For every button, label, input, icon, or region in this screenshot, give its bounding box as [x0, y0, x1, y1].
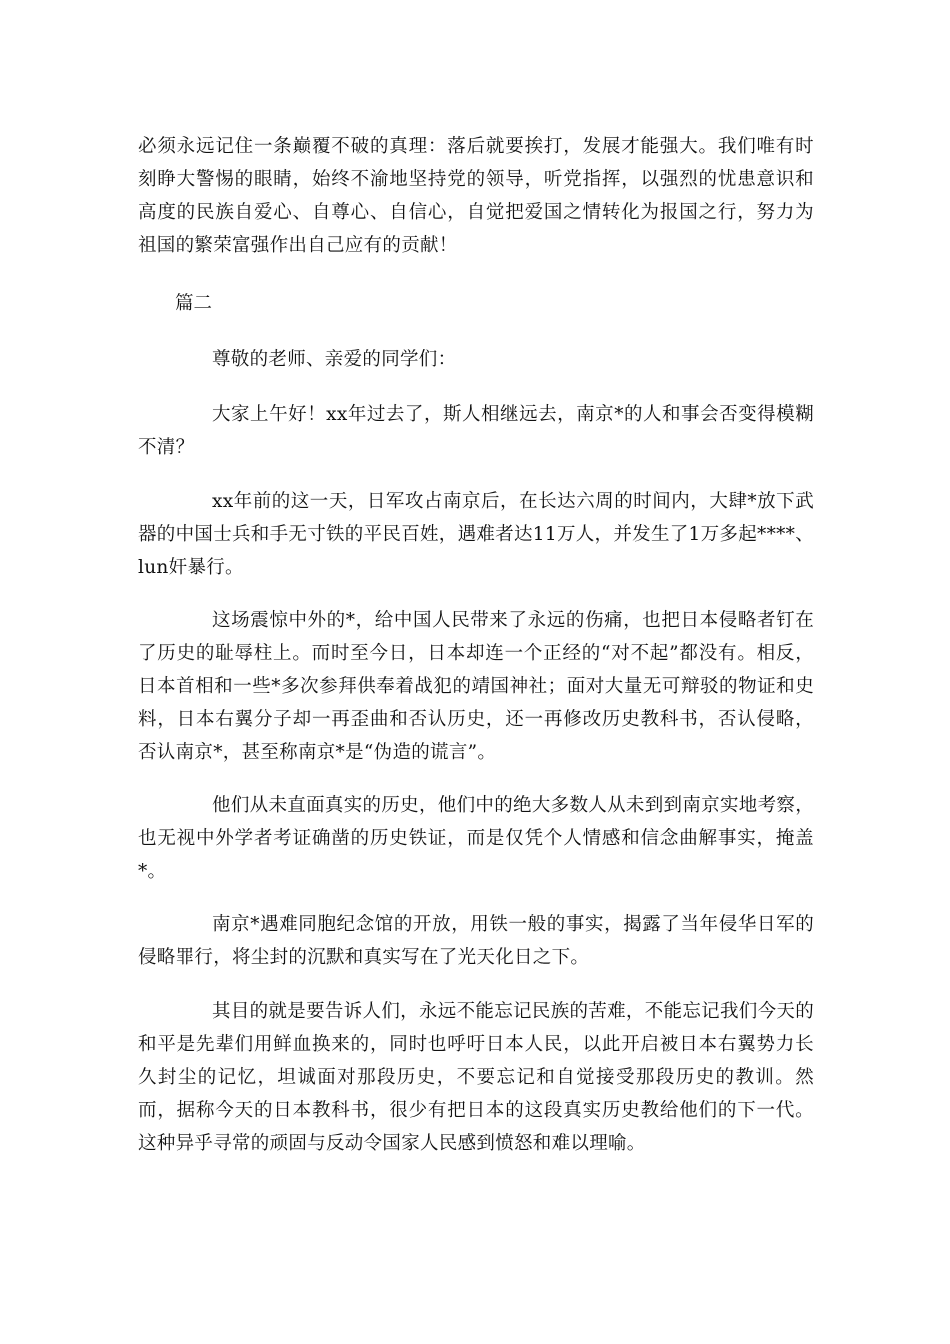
paragraph-1: 大家上午好！xx年过去了，斯人相继远去，南京*的人和事会否变得模糊不清？: [138, 404, 814, 458]
intro-paragraph: 必须永远记住一条巅覆不破的真理：落后就要挨打，发展才能强大。我们唯有时刻睁大警惕的眼睛，始终不渝地坚持党的领导，听党指挥，以强烈的忧患意识和高度的民族自爱心、自尊心、自信心，自觉把爱国之情转化为报国之行，努力为祖国的繁荣富强作出自己应有的贡献！: [138, 136, 814, 256]
paragraph-6: 其目的就是要告诉人们，永远不能忘记民族的苦难，不能忘记我们今天的和平是先辈们用鲜血换来的，同时也呼吁日本人民，以此开启被日本右翼势力长久封尘的记忆，坦诚面对那段历史，不要忘记和自觉接受那段历史的教训。然而，据称今天的日本教科书，很少有把日本的这段真实历史教给他们的下一代。这种异乎寻常的顽固与反动令国家人民感到愤怒和难以理喻。: [138, 1001, 814, 1154]
section-title: 篇二: [175, 293, 213, 314]
paragraph-2: xx年前的这一天，日军攻占南京后，在长达六周的时间内，大肆*放下武器的中国士兵和手无寸铁的平民百姓，遇难者达11万人，并发生了1万多起****、lun奸暴行。: [138, 491, 815, 578]
paragraph-3: 这场震惊中外的*，给中国人民带来了永远的伤痛，也把日本侵略者钉在了历史的耻辱柱上。而时至今日，日本却连一个正经的“对不起”都没有。相反，日本首相和一些*多次参拜供奉着战犯的靖国神社；面对大量无可辩驳的物证和史料，日本右翼分子却一再歪曲和否认历史，还一再修改历史教科书，否认侵略，否认南京*，甚至称南京*是“伪造的谎言”。: [138, 610, 814, 763]
paragraph-4: 他们从未直面真实的历史，他们中的绝大多数人从未到到南京实地考察，也无视中外学者考证确凿的历史铁证，而是仅凭个人情感和信念曲解事实，掩盖*。: [138, 795, 814, 882]
salutation: 尊敬的老师、亲爱的同学们：: [212, 349, 457, 370]
paragraph-5: 南京*遇难同胞纪念馆的开放，用铁一般的事实，揭露了当年侵华日军的侵略罪行，将尘封的沉默和真实写在了光天化日之下。: [138, 914, 814, 968]
